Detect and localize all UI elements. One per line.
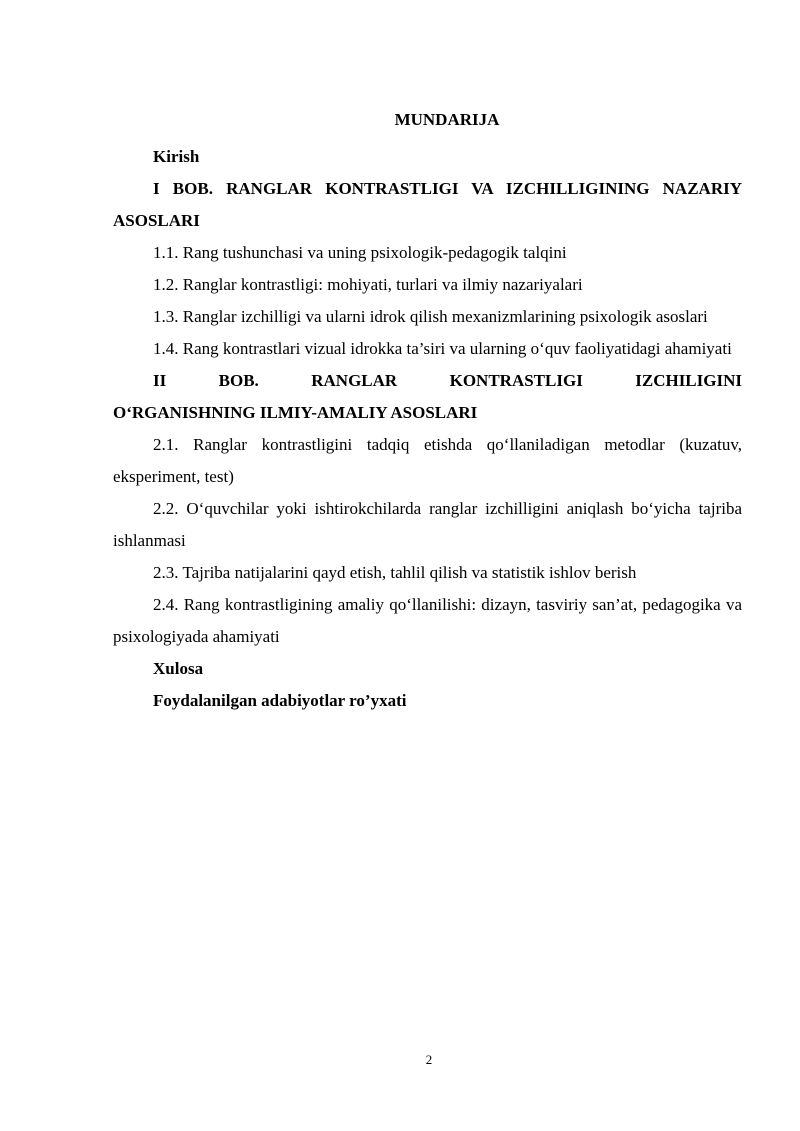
toc-entry-chapter-2-line-1: II BOB. RANGLAR KONTRASTLIGI IZCHILIGINI [153,371,742,390]
toc-entry-section-2-4: 2.4. Rang kontrastligining amaliy qo‘llanilishi: dizayn, tasviriy san’at, pedagogika va psixologiyada ahamiyati [113,595,742,646]
toc-entry-conclusion: Xulosa [153,659,204,678]
toc-entry-section-1-4: 1.4. Rang kontrastlari vizual idrokka ta’siri va ularning o‘quv faoliyatidagi ahamiyati [153,339,732,358]
toc-entry-introduction: Kirish [153,147,200,166]
table-of-contents [113,141,742,717]
toc-entry-chapter-2-line-2: O‘RGANISHNING ILMIY-AMALIY ASOSLARI [113,403,478,422]
toc-entry-section-2-2: 2.2. O‘quvchilar yoki ishtirokchilarda ranglar izchilligini aniqlash bo‘yicha tajriba ishlanmasi [113,499,742,550]
toc-entry-section-2-3: 2.3. Tajriba natijalarini qayd etish, tahlil qilish va statistik ishlov berish [153,563,637,582]
toc-title: MUNDARIJA [394,110,500,129]
toc-entry-section-1-2: 1.2. Ranglar kontrastligi: mohiyati, turlari va ilmiy nazariyalari [153,275,583,294]
toc-entry-bibliography: Foydalanilgan adabiyotlar ro’yxati [153,691,407,710]
toc-entry-section-2-1: 2.1. Ranglar kontrastligini tadqiq etishda qo‘llaniladigan metodlar (kuzatuv, eksperiment, test) [113,435,742,486]
toc-entry-section-1-1: 1.1. Rang tushunchasi va uning psixologik-pedagogik talqini [153,243,567,262]
toc-entry-chapter-1: I BOB. RANGLAR KONTRASTLIGI VA IZCHILLIGINING NAZARIY ASOSLARI [113,179,742,230]
page-number: 2 [425,1052,433,1067]
toc-entry-section-1-3: 1.3. Ranglar izchilligi va ularni idrok qilish mexanizmlarining psixologik asoslari [153,307,708,326]
